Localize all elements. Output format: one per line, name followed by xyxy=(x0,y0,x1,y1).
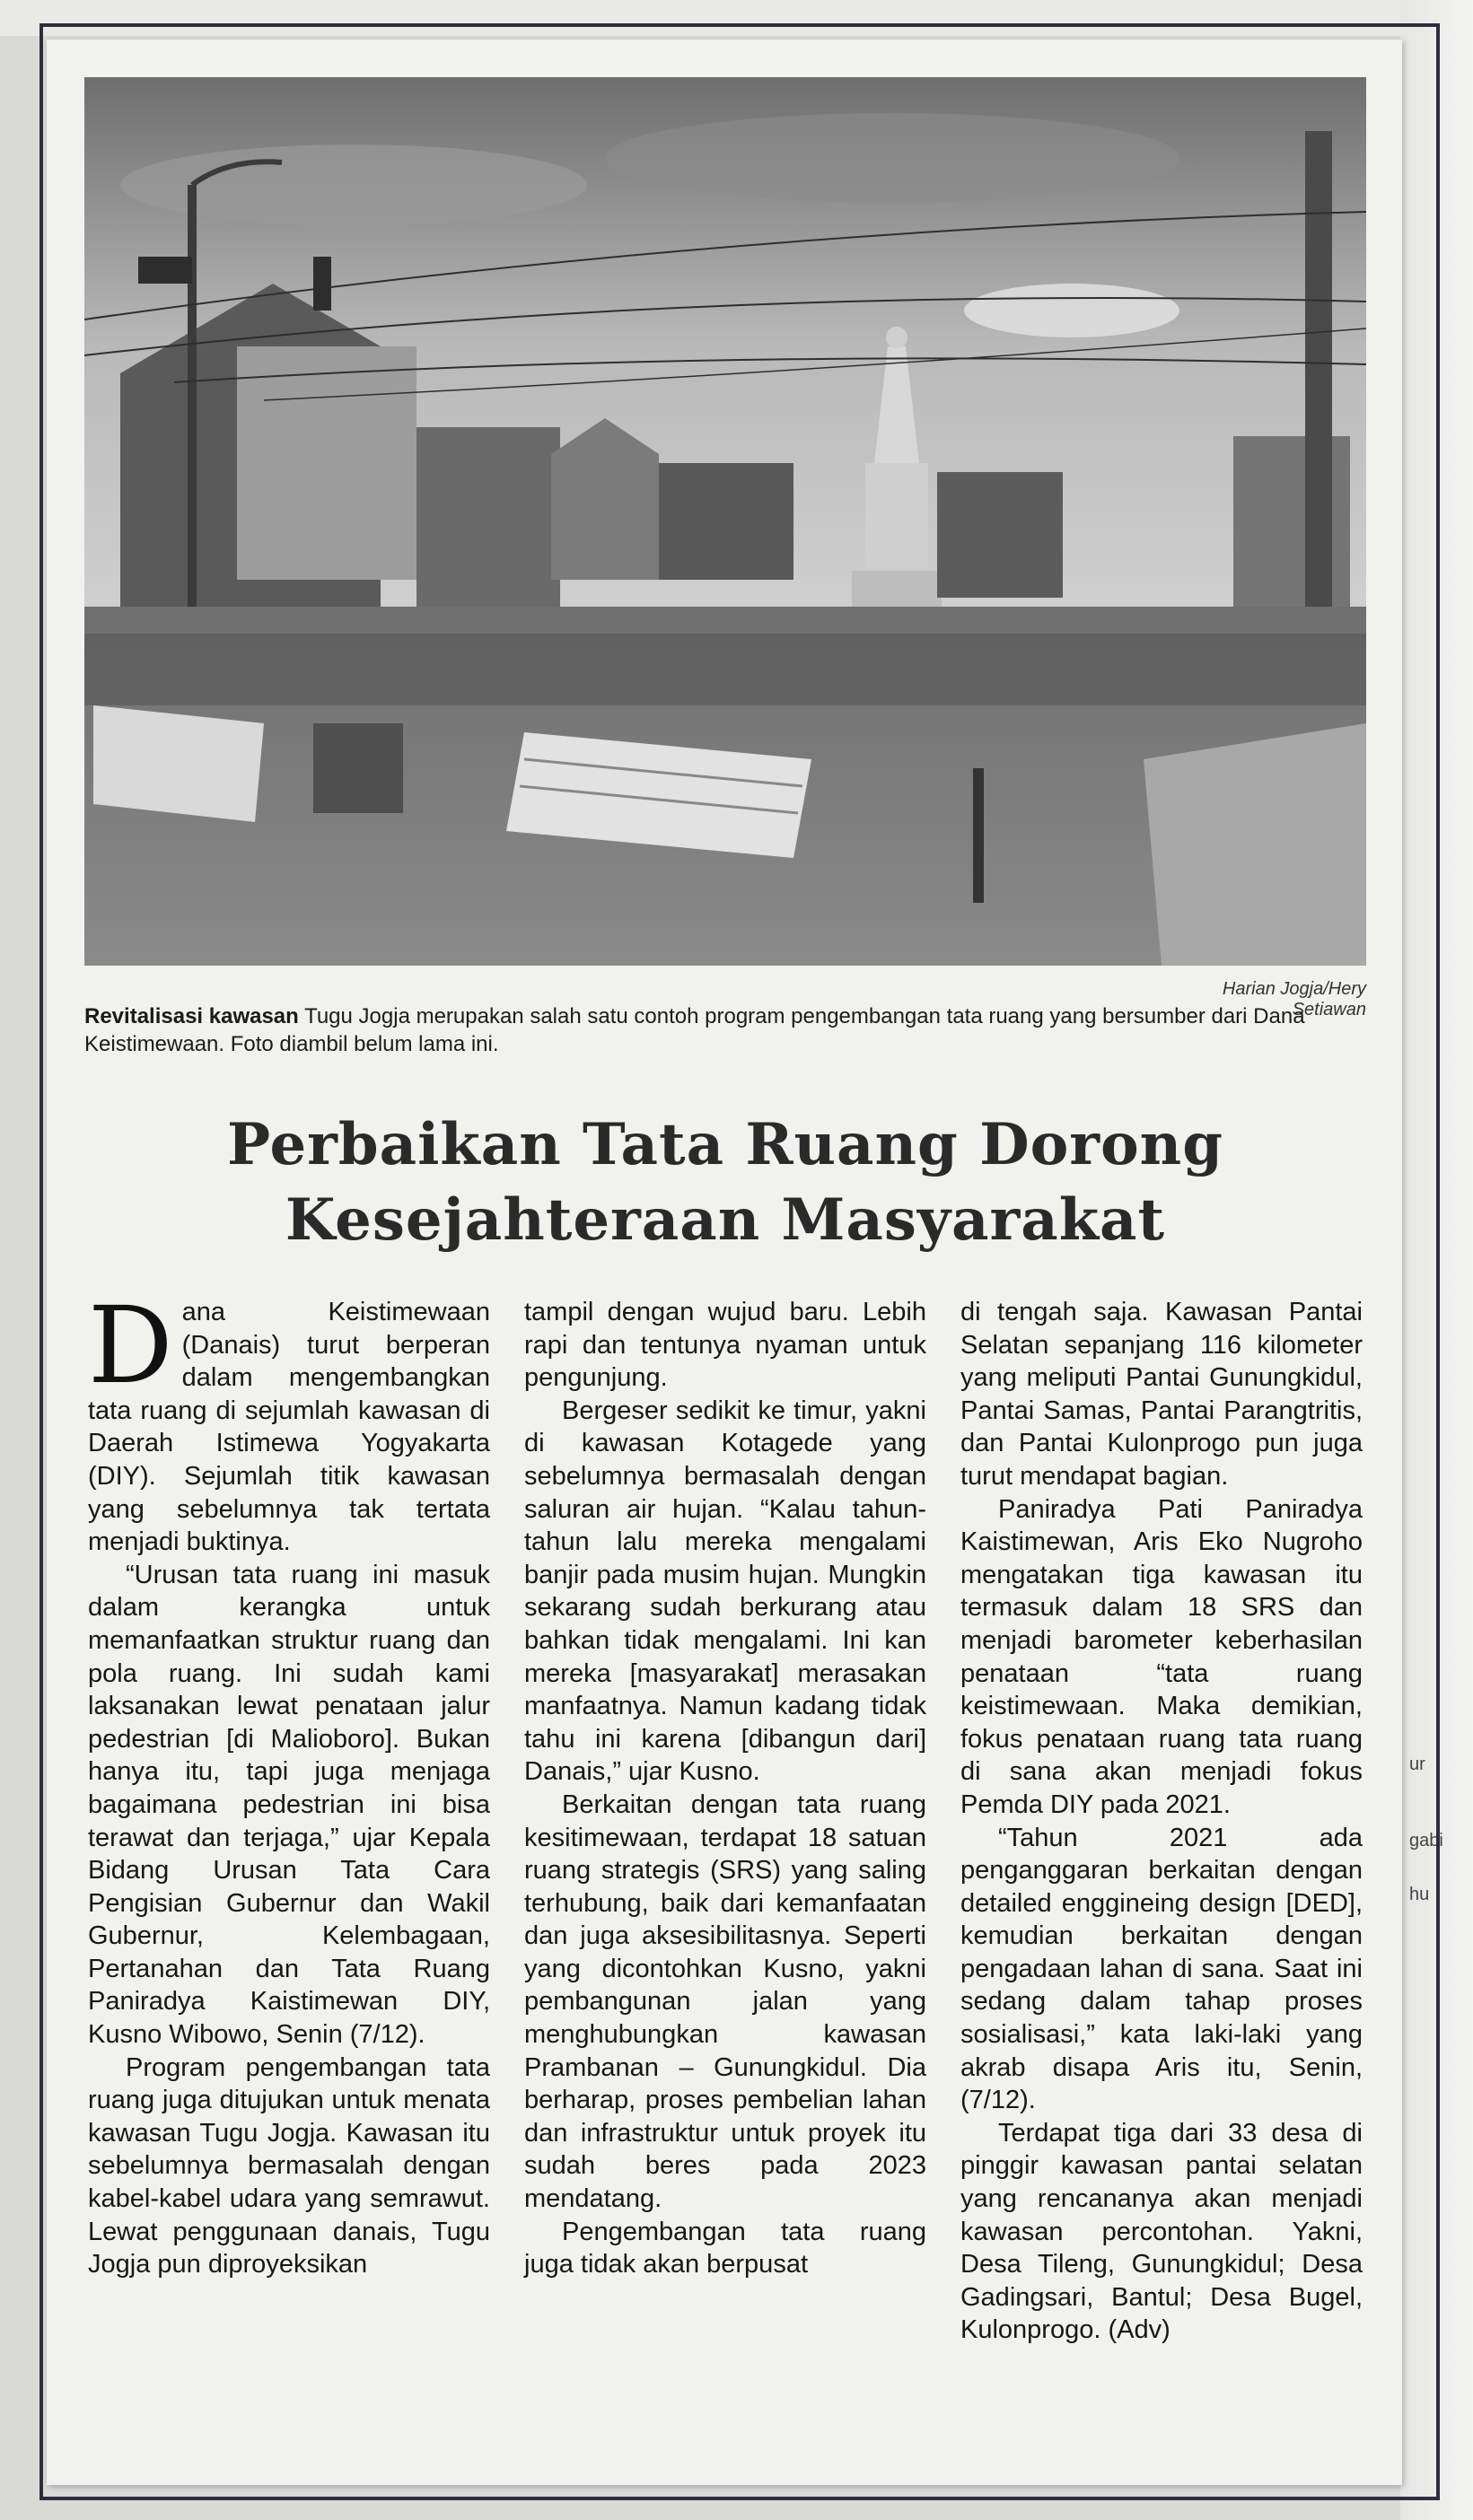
margin-text: ur xyxy=(1409,1754,1425,1774)
photo-caption xyxy=(84,1002,1366,1058)
article-headline xyxy=(84,1107,1366,1258)
paragraph: Terdapat tiga dari 33 desa di pinggir kawasan pantai selatan yang rencananya akan menjadi kawasan percontohan. Yakni, Desa Tileng, Gunungkidul; Desa Gadingsari, Bantul; Desa Bugel, Kulonprogo. (Adv) xyxy=(960,2118,1363,2345)
paragraph: di tengah saja. Kawasan Pantai Selatan sepanjang 116 kilometer yang meliputi Pantai Gunungkidul, Pantai Samas, Pantai Parangtritis, dan Pantai Kulonprogo pun juga turut mendapat bagian. xyxy=(960,1298,1363,1491)
paragraph: “Tahun 2021 ada penganggaran berkaitan dengan detailed enggineing design [DED], kemudian berkaitan dengan pengadaan lahan di sana. Saat ini sedang dalam tahap proses sosialisasi,” kata laki-laki yang akrab disapa Aris itu, Senin, (7/12). xyxy=(960,1823,1363,2115)
caption-text: Tugu Jogja merupakan salah satu contoh program pengembangan tata ruang yang bersumber dari Dana Keistimewaan. Foto diambil belum lama ini. xyxy=(84,1004,1305,1056)
headline-line-1: Perbaikan Tata Ruang Dorong xyxy=(227,1111,1223,1178)
paragraph: “Urusan tata ruang ini masuk dalam kerangka untuk memanfaatkan struktur ruang dan pola ruang. Ini sudah kami laksanakan lewat penataan jalur pedestrian [di Malioboro]. Bukan hanya itu, tapi juga menjaga bagaimana pedestrian ini bisa terawat dan terjaga,” ujar Kepala Bidang Urusan Tata Cara Pengisian Gubernur dan Wakil Gubernur, Kelembagaan, Pertanahan dan Tata Ruang Paniradya Kaistimewan DIY, Kusno Wibowo, Senin (7/12). xyxy=(88,1560,490,2050)
headline-line-2: Kesejahteraan Masyarakat xyxy=(285,1186,1166,1254)
paragraph: Berkaitan dengan tata ruang kesitimewaan, terdapat 18 satuan ruang strategis (SRS) yang saling terhubung, baik dari kemanfaatan dan juga aksesibilitasnya. Seperti yang dicontohkan Kusno, yakni pembangunan jalan yang menghubungkan kawasan Prambanan – Gunungkidul. Dia berharap, proses pembelian lahan dan infrastruktur untuk proyek itu sudah beres pada 2023 mendatang. xyxy=(524,1789,926,2214)
photo-credit: Harian Jogja/Hery Setiawan xyxy=(1222,979,1366,1019)
article-column-2 xyxy=(524,1296,926,2463)
newspaper-clipping xyxy=(47,39,1402,2485)
paragraph: tampil dengan wujud baru. Lebih rapi dan tentunya nyaman untuk pengunjung. xyxy=(524,1298,926,1393)
paragraph: Paniradya Pati Paniradya Kaistimewan, Aris Eko Nugroho mengatakan tiga kawasan itu termasuk dalam 18 SRS dan menjadi barometer keberhasilan penataan “tata ruang keistimewaan. Maka demikian, fokus penataan ruang tata ruang di sana akan menjadi fokus Pemda DIY pada 2021. xyxy=(960,1494,1363,1819)
article-body xyxy=(88,1283,1363,2463)
article-column-1 xyxy=(88,1283,490,2463)
article-photo xyxy=(84,77,1366,966)
drop-cap: D xyxy=(88,1283,173,1407)
margin-text: hu xyxy=(1409,1885,1430,1904)
article-column-3 xyxy=(960,1296,1363,2463)
margin-text: gabi xyxy=(1409,1831,1443,1851)
tugu-street-photo xyxy=(84,77,1366,966)
caption-lead: Revitalisasi kawasan xyxy=(84,1004,299,1028)
paragraph: Bergeser sedikit ke timur, yakni di kawasan Kotagede yang sebelumnya bermasalah dengan saluran air hujan. “Kalau tahun-tahun lalu mereka mengalami banjir pada musim hujan. Mungkin sekarang sudah berkurang atau bahkan tidak mengalami. Ini kan mereka [masyarakat] merasakan manfaatnya. Namun kadang tidak tahu ini karena [dibangun dari] Danais,” ujar Kusno. xyxy=(524,1396,926,1787)
paragraph: Dana Keistimewaan (Danais) turut berperan dalam mengembangkan tata ruang di sejumlah kawasan di Daerah Istimewa Yogyakarta (DIY). Sejumlah titik kawasan yang sebelumnya tak tertata menjadi buktinya. xyxy=(88,1283,490,1557)
paragraph: Program pengembangan tata ruang juga ditujukan untuk menata kawasan Tugu Jogja. Kawasan itu sebelumnya bermasalah dengan kabel-kabel udara yang semrawut. Lewat penggunaan danais, Tugu Jogja pun diproyeksikan xyxy=(88,2052,490,2279)
paragraph: Pengembangan tata ruang juga tidak akan berpusat xyxy=(524,2217,926,2279)
